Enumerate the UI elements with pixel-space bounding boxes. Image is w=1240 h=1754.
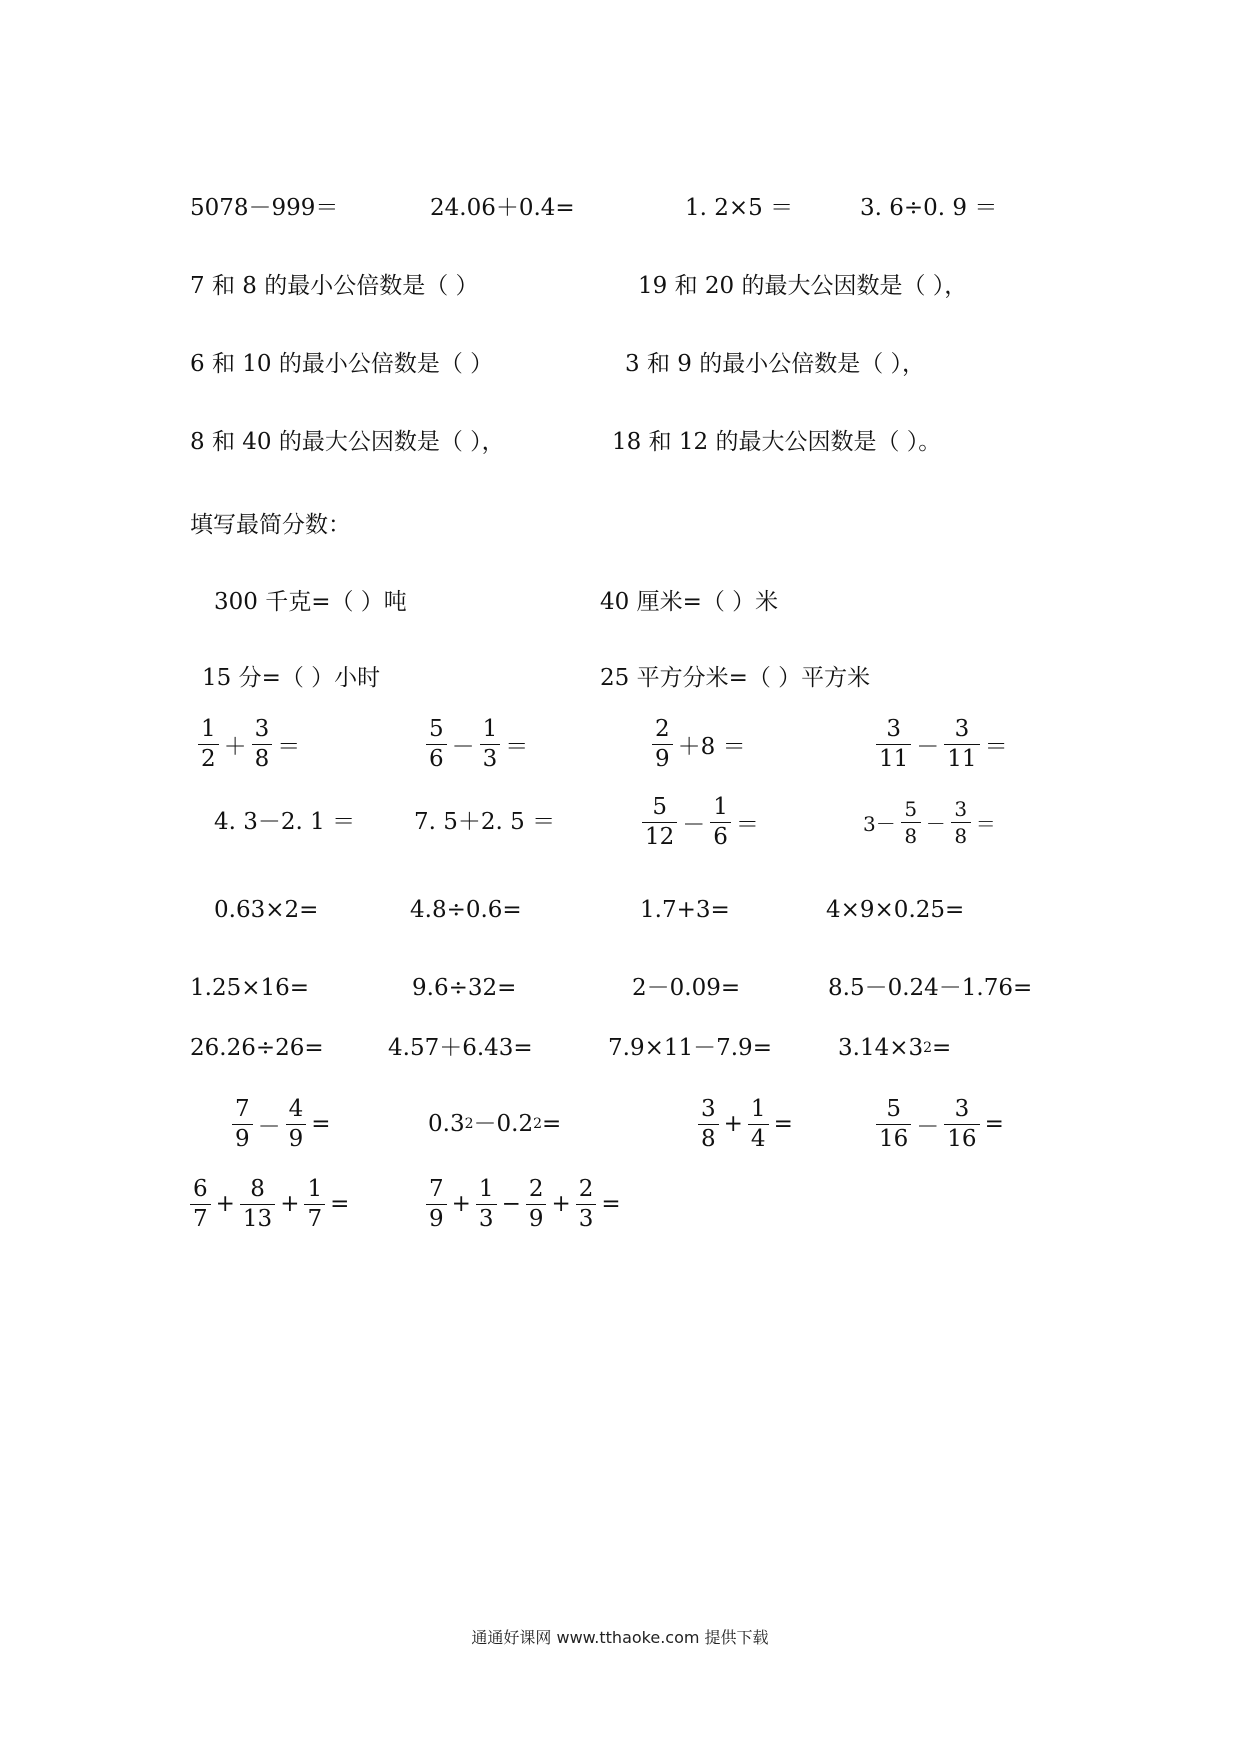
problem: 7.9×11－7.9=	[608, 1035, 772, 1061]
arith-row-1	[0, 178, 1240, 238]
problem: $\frac{2}{9}$ ＋8 ＝	[650, 706, 749, 782]
problem: $\frac{3}{11}$ － $\frac{3}{11}$ ＝	[874, 706, 1011, 782]
problem: 4. 3－2. 1 ＝	[214, 809, 356, 835]
fraction: $\frac{1}{3}$	[480, 718, 501, 771]
problem: 8.5－0.24－1.76=	[828, 975, 1033, 1001]
fraction: $\frac{5}{16}$	[876, 1098, 911, 1151]
fraction-row-3	[0, 1086, 1240, 1162]
problem: 2－0.09=	[632, 975, 741, 1001]
fraction: $\frac{5}{12}$	[642, 796, 677, 849]
fraction: $\frac{1}{2}$	[198, 718, 219, 771]
decimal-row-2	[0, 958, 1240, 1018]
problem: 9.6÷32=	[412, 975, 517, 1001]
problem: 15 分=（ ）小时	[202, 665, 381, 691]
problem: 19 和 20 的最大公因数是（ ），	[638, 273, 968, 299]
fraction: $\frac{2}{3}$	[576, 1178, 597, 1231]
fraction-row-4	[0, 1166, 1240, 1242]
problem: 18 和 12 的最大公因数是（ ）。	[612, 429, 942, 455]
problem: 3. 6÷0. 9 ＝	[860, 195, 998, 221]
fraction-row-2	[0, 784, 1240, 860]
problem: 4.57＋6.43=	[388, 1035, 533, 1061]
problem: $\frac{7}{9}$ + $\frac{1}{3}$ − $\frac{2}{9}$ + $\frac{2}{3}$ =	[424, 1166, 624, 1242]
fraction: $\frac{3}{8}$	[252, 718, 273, 771]
problem: 8 和 40 的最大公因数是（ ），	[190, 429, 505, 455]
fraction: $\frac{5}{6}$	[426, 718, 447, 771]
footer-credit: 通通好课网 www.tthaoke.com 提供下载	[471, 1628, 769, 1647]
problem: 1.7+3=	[640, 897, 730, 923]
problem: 4.8÷0.6=	[410, 897, 522, 923]
problem: 1. 2×5 ＝	[685, 195, 794, 221]
section-heading: 填写最简分数：	[190, 512, 351, 538]
fraction: $\frac{6}{7}$	[190, 1178, 211, 1231]
fraction: $\frac{1}{7}$	[304, 1178, 325, 1231]
lcm-gcd-row-2	[0, 334, 1240, 394]
problem: $\frac{6}{7}$ + $\frac{8}{13}$ + $\frac{1}{7}$ =	[188, 1166, 352, 1242]
fraction: $\frac{2}{9}$	[526, 1178, 547, 1231]
problem: 5078－999＝	[190, 195, 339, 221]
problem: $\frac{7}{9}$ － $\frac{4}{9}$ =	[230, 1086, 334, 1162]
problem: $\frac{3}{8}$ + $\frac{1}{4}$ =	[696, 1086, 796, 1162]
problem: $\frac{5}{16}$ － $\frac{3}{16}$ =	[874, 1086, 1007, 1162]
problem: 0.3 2 － 0.2 2 =	[428, 1111, 562, 1137]
problem: 7. 5＋2. 5 ＝	[414, 809, 556, 835]
problem: 3.14×3 2 =	[838, 1035, 952, 1061]
problem: 26.26÷26=	[190, 1035, 324, 1061]
fraction: $\frac{3}{16}$	[944, 1098, 979, 1151]
fraction: $\frac{3}{11}$	[876, 718, 911, 771]
problem: 25 平方分米=（ ）平方米	[600, 665, 871, 691]
problem: $\frac{5}{12}$ － $\frac{1}{6}$ ＝	[640, 784, 762, 860]
fraction: $\frac{7}{9}$	[426, 1178, 447, 1231]
lcm-gcd-row-1	[0, 256, 1240, 316]
fraction: $\frac{1}{6}$	[710, 796, 731, 849]
fraction: $\frac{3}{11}$	[944, 718, 979, 771]
lcm-gcd-row-3	[0, 412, 1240, 472]
fraction: $\frac{8}{13}$	[240, 1178, 275, 1231]
fraction: $\frac{2}{9}$	[652, 718, 673, 771]
fraction-row-1	[0, 706, 1240, 782]
conversion-row-1	[0, 572, 1240, 632]
fraction: $\frac{1}{4}$	[748, 1098, 769, 1151]
decimal-row-1	[0, 880, 1240, 940]
problem: 1.25×16=	[190, 975, 310, 1001]
fraction: $\frac{3}{8}$	[698, 1098, 719, 1151]
decimal-row-3	[0, 1018, 1240, 1078]
problem: 300 千克=（ ）吨	[214, 589, 407, 615]
conversion-row-2	[0, 648, 1240, 708]
problem: 40 厘米=（ ）米	[600, 589, 779, 615]
fraction: $\frac{5}{8}$	[901, 799, 921, 846]
problem: 4×9×0.25=	[826, 897, 965, 923]
problem: 24.06＋0.4=	[430, 195, 575, 221]
problem: 6 和 10 的最小公倍数是（ ）	[190, 351, 494, 377]
fraction: $\frac{7}{9}$	[232, 1098, 253, 1151]
problem: 3－ $\frac{5}{8}$ － $\frac{3}{8}$ ＝	[863, 796, 996, 848]
problem: $\frac{5}{6}$ － $\frac{1}{3}$ ＝	[424, 706, 531, 782]
fraction: $\frac{3}{8}$	[951, 799, 971, 846]
fraction: $\frac{1}{3}$	[476, 1178, 497, 1231]
problem: 3 和 9 的最小公倍数是（ ），	[625, 351, 926, 377]
problem: 7 和 8 的最小公倍数是（ ）	[190, 273, 479, 299]
problem: 0.63×2=	[214, 897, 319, 923]
fraction: $\frac{4}{9}$	[286, 1098, 307, 1151]
problem: $\frac{1}{2}$ ＋ $\frac{3}{8}$ ＝	[196, 706, 303, 782]
